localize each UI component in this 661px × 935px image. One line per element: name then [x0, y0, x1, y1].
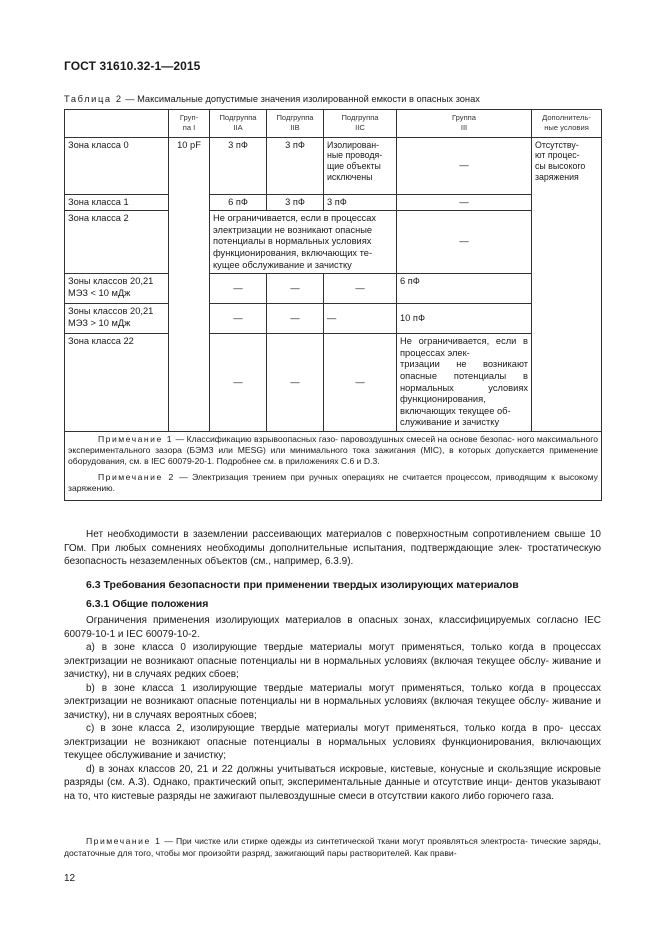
cell-extra: [532, 304, 602, 334]
cell-iia: —: [210, 274, 267, 304]
header-zone: [65, 110, 169, 138]
table-caption-text: — Максимальные допустимые значения изолированной емкости в опасных зонах: [122, 94, 480, 104]
cell-g1: [169, 274, 210, 304]
table-caption-label: Таблица 2: [64, 94, 123, 104]
section-heading-6-3: 6.3 Требования безопасности при применении твердых изолирующих материалов: [86, 579, 519, 591]
table-row: [65, 137, 602, 194]
table-row: [65, 274, 602, 304]
row-label: Зона класса 22: [65, 334, 169, 432]
list-item-a: a) в зоне класса 0 изолирующие твердые материалы могут применяться, только когда в процессах электризации не возникают опасные потенциалы ни в нормальных условиях (включая текущее обслу- живание и зачистку), ни в случаях редких сбоев;: [64, 642, 601, 680]
table-row: [65, 211, 602, 274]
capacitance-table: [64, 109, 602, 501]
cell-g1: [169, 211, 210, 274]
cell-iii: —: [397, 137, 532, 194]
cell-iib: —: [267, 334, 324, 432]
cell-extra: [532, 274, 602, 304]
row-label: Зоны классов 20,21 МЭЗ < 10 мДж: [65, 274, 169, 304]
document-id: ГОСТ 31610.32-1—2015: [64, 59, 201, 73]
table-note-2: Примечание 2 — Электризация трением при ручных операциях не считается процессом, приводящим к высокому заряжению.: [68, 471, 598, 493]
row-label: Зоны классов 20,21 МЭЗ > 10 мДж: [65, 304, 169, 334]
header-subgroup-iic: Подгруппа IIC: [324, 110, 397, 138]
cell-iii: 10 пФ: [397, 304, 532, 334]
cell-merged-iia-iic: Не ограничивается, если в процессах электризации не возникают опасные потенциалы в нормальных условиях функционирования, включающих те- кущее обслуживание и зачистку: [210, 211, 397, 274]
cell-iib: 3 пФ: [267, 137, 324, 194]
cell-extra: [532, 211, 602, 274]
table-row: [65, 334, 602, 432]
table-notes-row: [65, 432, 602, 501]
header-extra-conditions: Дополнитель- ные условия: [532, 110, 602, 138]
cell-iii: Не ограничивается, если в процессах элек- тризации не возникают опасные потенциалы в нормальных условиях функционирования, включающих текущее об- служивание и зачистку: [397, 334, 532, 432]
cell-iia: 6 пФ: [210, 194, 267, 211]
cell-extra: [532, 334, 602, 432]
cell-iic: —: [324, 274, 397, 304]
cell-iib: 3 пФ: [267, 194, 324, 211]
table-header-row: [65, 110, 602, 138]
section-body: [64, 614, 601, 803]
row-label: Зона класса 2: [65, 211, 169, 274]
header-group-i: Груп- па I: [169, 110, 210, 138]
table-row: [65, 304, 602, 334]
cell-iic: 3 пФ: [324, 194, 397, 211]
cell-g1: [169, 304, 210, 334]
table-notes: [65, 432, 602, 501]
row-label: Зона класса 1: [65, 194, 169, 211]
cell-g1: [169, 334, 210, 432]
table-caption: [64, 94, 480, 104]
list-item-d: d) в зонах классов 20, 21 и 22 должны учитываться искровые, кистевые, конусные и скользящие искровые разряды (см. А.3). Однако, практический опыт, экспериментальные данные и отсутствие инци- дентов указывают на то, что кистевые разряды не зажигают пылевоздушные смеси в отсутствии какого либо горючего газа.: [64, 763, 601, 802]
cell-iii: 6 пФ: [397, 274, 532, 304]
cell-g1: [169, 194, 210, 211]
paragraph-grounding: Нет необходимости в заземлении рассеивающих материалов с поверхностным сопротивлением свыше 10 ГОм. При любых сомнениях необходимы дополнительные испытания, подтверждающие элек- тростатическую безопасность незаземленных объектов (см., например, 6.3.9).: [64, 529, 601, 567]
cell-iia: —: [210, 334, 267, 432]
section-heading-6-3-1: 6.3.1 Общие положения: [86, 598, 209, 610]
cell-iic: —: [324, 304, 397, 334]
page-number: 12: [64, 873, 76, 884]
list-item-b: b) в зоне класса 1 изолирующие твердые материалы могут применяться, только когда в процессах электризации не возникают опасные потенциалы ни в нормальных условиях (включая текущее обслу- живание и зачистку), ни в случаях вероятных сбоев;: [64, 682, 601, 721]
table-row: [65, 194, 602, 211]
cell-iii: —: [397, 211, 532, 274]
row-label: Зона класса 0: [65, 137, 169, 194]
cell-extra: [532, 194, 602, 211]
header-subgroup-iia: Подгруппа IIA: [210, 110, 267, 138]
list-item-c: c) в зоне класса 2, изолирующие твердые материалы могут применяться, только когда в про- цессах электризации не возникают опасные потенциалы в нормальных условиях функционирования, включающих текущее обслуживание и зачистку;: [64, 723, 601, 761]
footnote: Примечание 1 — При чистке или стирке одежды из синтетической ткани могут проявляться электроста- тические заряды, достаточные для того, чтобы мог произойти разряд, зажигающий пары растворителей. Как прави-: [64, 836, 601, 858]
cell-iii: —: [397, 194, 532, 211]
header-group-iii: Группа III: [397, 110, 532, 138]
cell-iia: 3 пФ: [210, 137, 267, 194]
cell-iic: Изолирован- ные проводя- щие объекты исключены: [324, 137, 397, 194]
cell-iib: —: [267, 304, 324, 334]
cell-extra: Отсутству- ют процес- сы высокого заряжения: [532, 137, 602, 194]
cell-iib: —: [267, 274, 324, 304]
cell-iia: —: [210, 304, 267, 334]
cell-g1: 10 pF: [169, 137, 210, 194]
table-note-1: Примечание 1 — Классификацию взрывоопасных газо- паровоздушных смесей на основе безопас- ного максимального экспериментального зазора (БЭМЗ или MESG) или минимального тока зажигания (MIC), в которых допускается применение оборудования, см. в IEC 60079-20-1. Подробнее см. в приложениях C.6 и D.3.: [68, 434, 598, 467]
paragraph: Ограничения применения изолирующих материалов в опасных зонах, классифицируемых согласно IEC 60079-10-1 и IEC 60079-10-2.: [64, 615, 601, 640]
cell-iic: —: [324, 334, 397, 432]
header-subgroup-iib: Подгруппа IIB: [267, 110, 324, 138]
